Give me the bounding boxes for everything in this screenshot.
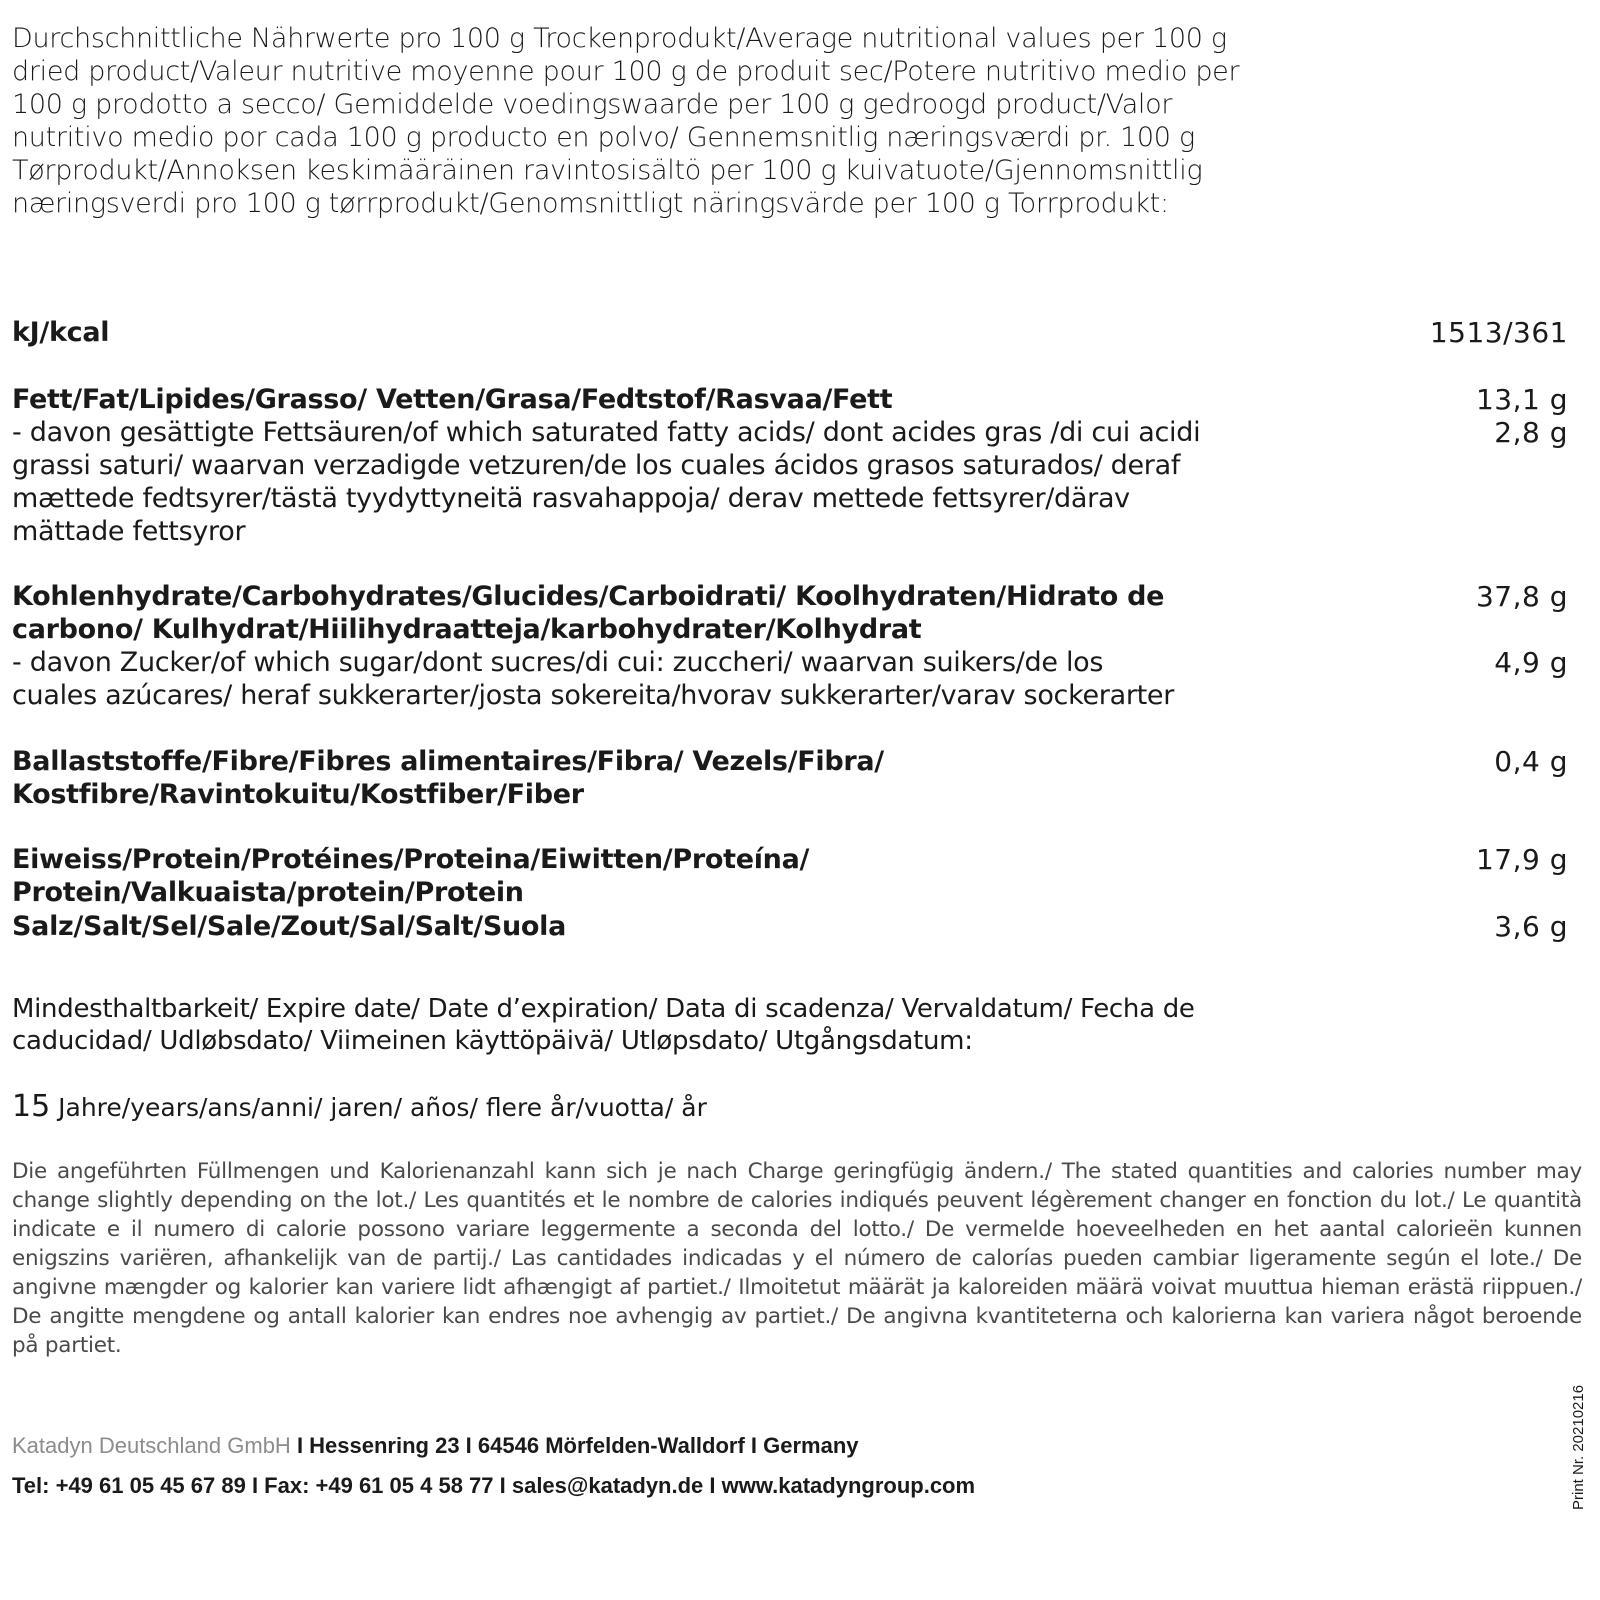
disclaimer-text: Die angeführten Füllmengen und Kalorienanzahl kann sich je nach Charge geringfügig ändern./ The stated quantities and calories number may change slightly depending on the lot./ Les quantités et le nombre de calories indiqués peuvent légèrement changer en fonction du lot./ Le quantità indicate e il numero di calorie possono variare leggermente a seconda del lotto./ De vermelde hoeveelheden en het aantal calorieën kunnen enigszins variëren, afhankelijk van de partij./ Las cantidades indicadas y el número de calorías pueden cambiar ligeramente según el lote./ De angivne mængder og kalorier kan variere lidt afhængigt af partiet./ Ilmoitetut määrät ja kaloreiden määrä voivat muuttua hieman erästä riippuen./ De angitte mengdene og antall kalorier kan endres noe avhengig av partiet./ De angivna kvantiteterna och kalorierna kan variera något beroende på partiet. — [12, 1159, 1582, 1358]
carbs-row — [12, 580, 1568, 712]
shelf-life-number: 15 — [12, 1089, 51, 1124]
fibre-row — [12, 745, 1568, 811]
sugar-value: 4,9 g — [1494, 646, 1568, 679]
company-name: Katadyn Deutschland GmbH — [12, 1433, 291, 1458]
shelf-life — [12, 1090, 707, 1125]
energy-row — [12, 316, 1568, 349]
carbs-value: 37,8 g — [1475, 580, 1568, 613]
saturates-value: 2,8 g — [1494, 416, 1568, 449]
sugar-label: - davon Zucker/of which sugar/dont sucres/di cui: zuccheri/ waarvan suikers/de los cuales azúcares/ heraf sukkerarter/josta sokereita/hvorav sukkerarter/varav sockerarter — [12, 647, 1175, 711]
intro-text: Durchschnittliche Nährwerte pro 100 g Trockenprodukt/Average nutritional values per 100 g dried product/Valeur nutritive moyenne pour 100 g de produit sec/Potere nutritivo medio per 100 g prodotto a secco/ Gemiddelde voedingswaarde per 100 g gedroogd product/Valor nutritivo medio por cada 100 g producto en polvo/ Gennemsnitlig næringsværdi pr. 100 g Tørprodukt/Annoksen keskimääräinen ravintosisältö per 100 g kuivatuote/Gjennomsnittlig næringsverdi pro 100 g tørrprodukt/Genomsnittligt näringsvärde per 100 g Torrprodukt: — [12, 23, 1240, 219]
energy-value: 1513/361 — [1429, 316, 1568, 349]
fat-label: Fett/Fat/Lipides/Grasso/ Vetten/Grasa/Fedtstof/Rasvaa/Fett — [12, 384, 893, 415]
footer-address-line — [12, 1432, 859, 1460]
salt-value: 3,6 g — [1494, 910, 1568, 943]
fibre-label: Ballaststoffe/Fibre/Fibres alimentaires/Fibra/ Vezels/Fibra/ Kostfibre/Ravintokuitu/Kostfiber/Fiber — [12, 746, 884, 810]
protein-row — [12, 843, 1568, 909]
expire-date-label: Mindesthaltbarkeit/ Expire date/ Date d’expiration/ Data di scadenza/ Vervaldatum/ Fecha de caducidad/ Udløbsdato/ Viimeinen käyttöpäivä/ Utløpsdato/ Utgångsdatum: — [12, 994, 1195, 1056]
footer-contact-line: Tel: +49 61 05 45 67 89 I Fax: +49 61 05 4 58 77 I sales@katadyn.de I www.katadyngroup.com — [12, 1473, 976, 1498]
fat-value: 13,1 g — [1475, 383, 1568, 416]
fibre-value: 0,4 g — [1494, 745, 1568, 778]
energy-label: kJ/kcal — [12, 317, 110, 348]
carbs-label: Kohlenhydrate/Carbohydrates/Glucides/Carboidrati/ Koolhydraten/Hidrato de carbono/ Kulhydrat/Hiilihydraatteja/karbohydrater/Kolhydrat — [12, 581, 1165, 645]
protein-value: 17,9 g — [1475, 843, 1568, 876]
company-address: I Hessenring 23 I 64546 Mörfelden-Walldorf I Germany — [290, 1433, 859, 1458]
saturates-label: - davon gesättigte Fettsäuren/of which saturated fatty acids/ dont acides gras /di cui acidi grassi saturi/ waarvan verzadigde vetzuren/de los cuales ácidos grasos saturados/ deraf mættede fedtsyrer/tästä tyydyttyneitä rasvahappoja/ derav mettede fettsyrer/därav mättade fettsyror — [12, 417, 1201, 547]
fat-row — [12, 383, 1568, 548]
protein-label: Eiweiss/Protein/Protéines/Proteina/Eiwitten/Proteína/ Protein/Valkuaista/protein/Protein — [12, 844, 810, 908]
shelf-life-unit: Jahre/years/ans/anni/ jaren/ años/ flere år/vuotta/ år — [58, 1093, 707, 1122]
salt-label: Salz/Salt/Sel/Sale/Zout/Sal/Salt/Suola — [12, 911, 567, 942]
print-number: Print Nr. 20210216 — [1570, 1384, 1587, 1510]
salt-row — [12, 910, 1568, 943]
